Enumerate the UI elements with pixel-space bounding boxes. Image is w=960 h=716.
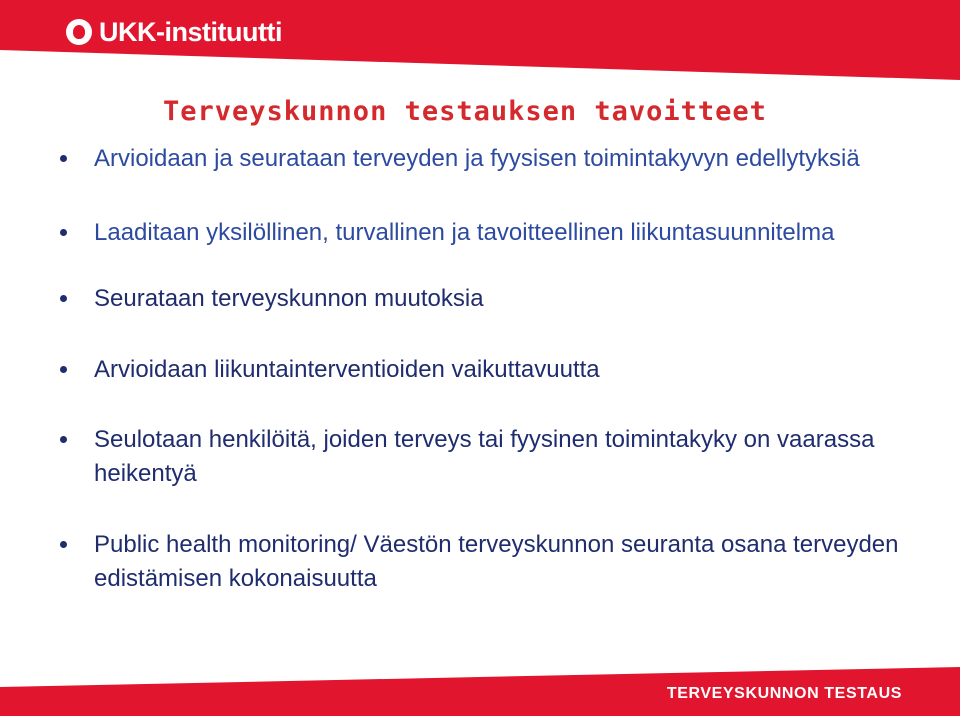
bullet-item: Arvioidaan ja seurataan terveyden ja fyysisen toimintakyvyn edellytyksiä bbox=[56, 142, 916, 176]
bullet-item: Laaditaan yksilöllinen, turvallinen ja tavoitteellinen liikuntasuunnitelma bbox=[56, 216, 916, 250]
bullet-list bbox=[56, 142, 916, 596]
footer-title: TERVEYSKUNNON TESTAUS bbox=[666, 685, 902, 702]
ukk-logo-icon bbox=[66, 19, 92, 45]
slide-title: Terveyskunnon testauksen tavoitteet bbox=[163, 96, 767, 127]
brand-logo bbox=[66, 14, 282, 50]
bullet-item: Seulotaan henkilöitä, joiden terveys tai fyysinen toimintakyky on vaarassa heikentyä bbox=[56, 423, 916, 491]
bullet-item: Public health monitoring/ Väestön terveyskunnon seuranta osana terveyden edistämisen kokonaisuutta bbox=[56, 528, 916, 596]
bullet-item: Arvioidaan liikuntainterventioiden vaikuttavuutta bbox=[56, 353, 916, 387]
bullet-item: Seurataan terveyskunnon muutoksia bbox=[56, 282, 916, 316]
logo-text: UKK-instituutti bbox=[99, 16, 282, 47]
